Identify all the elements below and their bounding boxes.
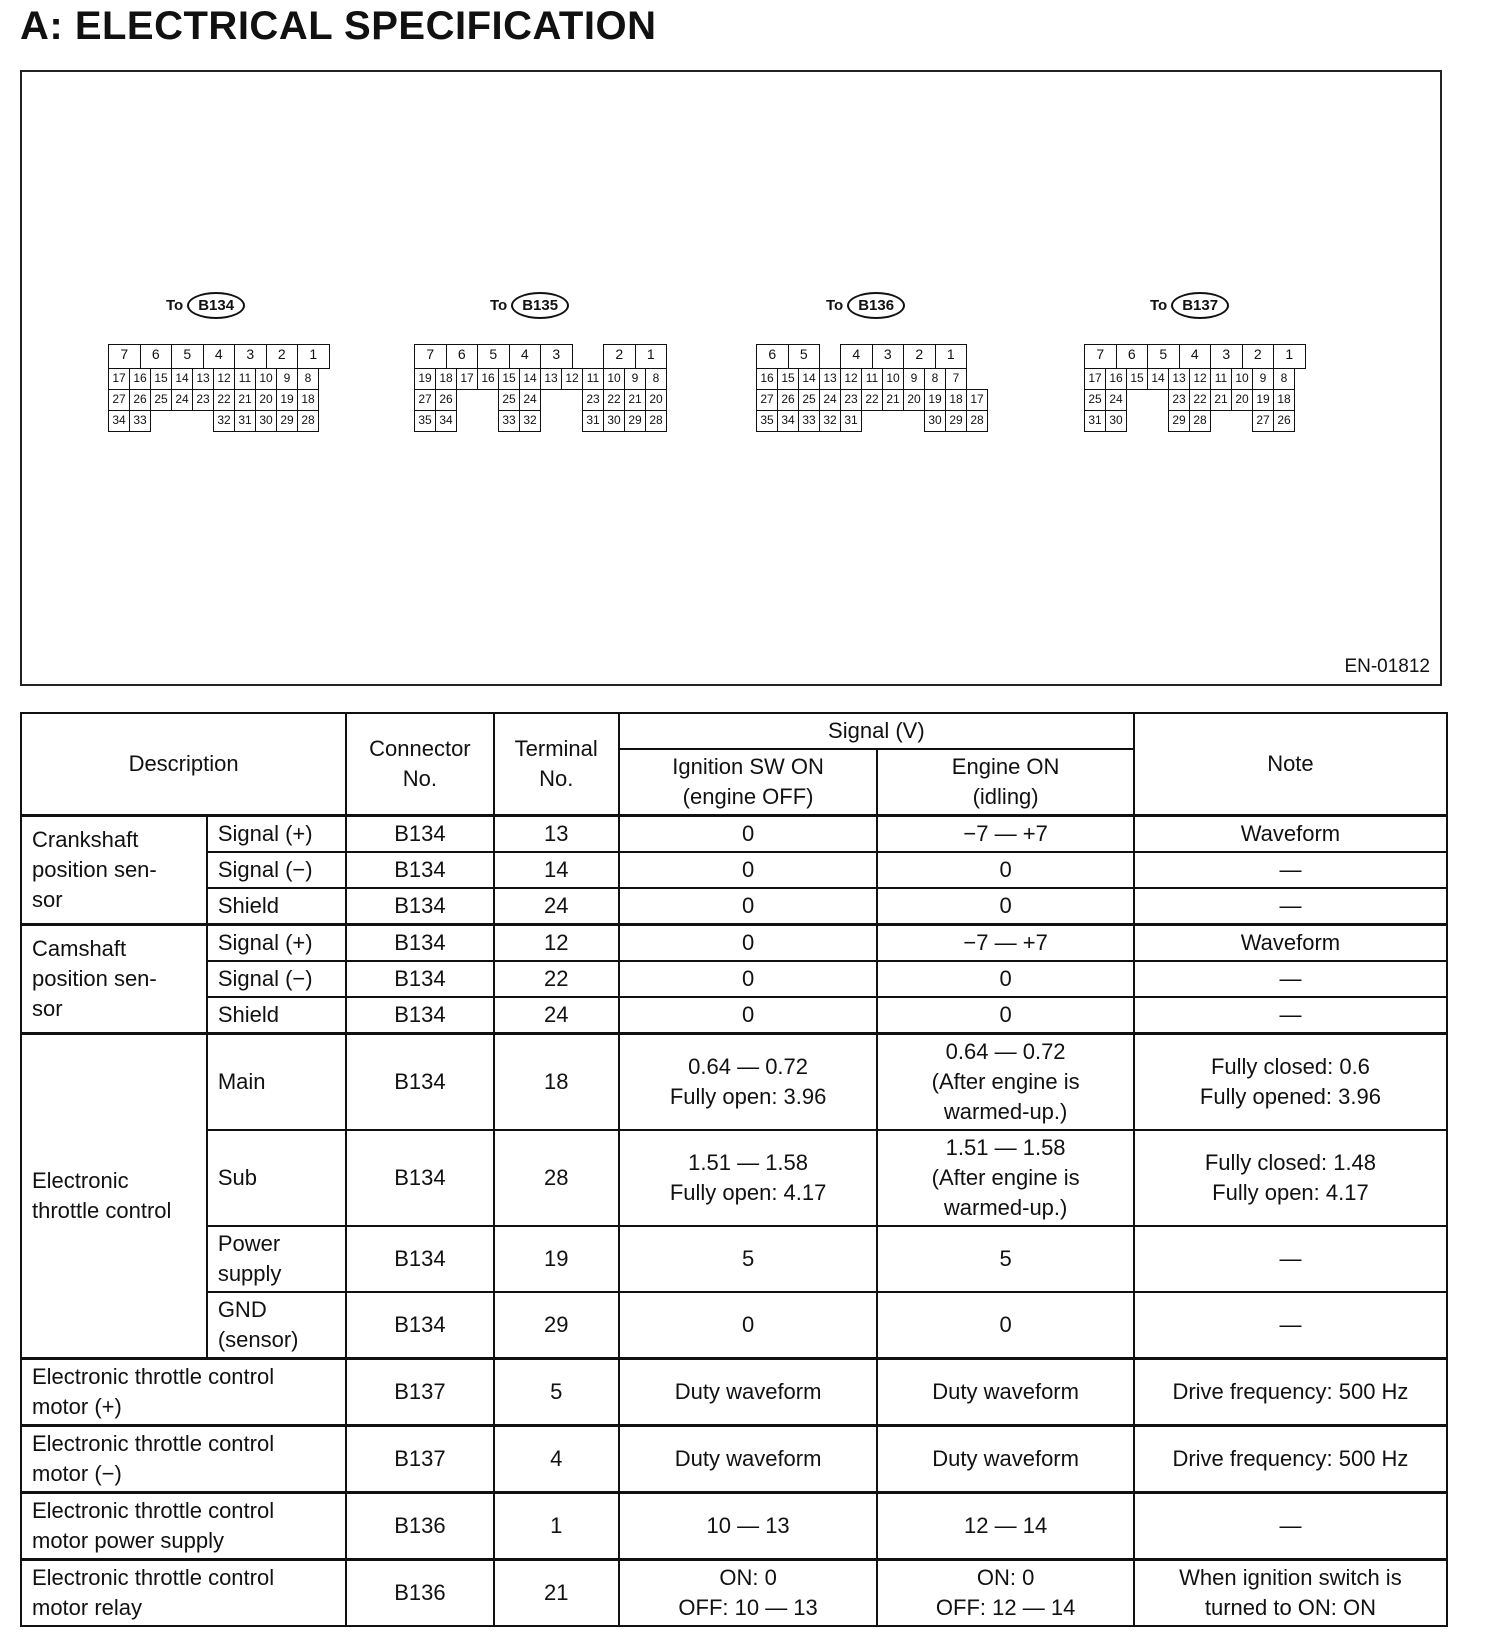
sub-description: Signal (−) bbox=[207, 961, 346, 997]
header-connector: Connector No. bbox=[346, 713, 493, 816]
terminal-cell: 4 bbox=[509, 344, 542, 369]
table-row bbox=[21, 888, 1447, 925]
sub-description: Signal (+) bbox=[207, 925, 346, 962]
to-text: To bbox=[1150, 297, 1168, 314]
terminal-cell: 12 bbox=[1189, 368, 1211, 390]
note: — bbox=[1134, 1493, 1447, 1560]
terminal-no: 14 bbox=[494, 852, 619, 888]
terminal-cell: 29 bbox=[624, 410, 646, 432]
terminal-cell: 10 bbox=[603, 368, 625, 390]
terminal-cell: 26 bbox=[1273, 410, 1295, 432]
terminal-cell: 31 bbox=[1084, 410, 1106, 432]
terminal-no: 29 bbox=[494, 1292, 619, 1359]
terminal-no: 22 bbox=[494, 961, 619, 997]
table-row bbox=[21, 1426, 1447, 1493]
terminal-cell: 25 bbox=[498, 389, 520, 411]
terminal-cell: 13 bbox=[192, 368, 214, 390]
terminal-cell: 13 bbox=[540, 368, 562, 390]
terminal-cell: 19 bbox=[924, 389, 946, 411]
signal-ignition-on: 0 bbox=[619, 1292, 878, 1359]
terminal-cell: 6 bbox=[446, 344, 479, 369]
terminal-cell: 24 bbox=[519, 389, 541, 411]
terminal-cell: 4 bbox=[203, 344, 236, 369]
terminal-cell: 20 bbox=[645, 389, 667, 411]
terminal-cell: 30 bbox=[1105, 410, 1127, 432]
to-text: To bbox=[490, 297, 508, 314]
terminal-no: 21 bbox=[494, 1560, 619, 1627]
signal-engine-on: 0 bbox=[877, 888, 1134, 925]
signal-ignition-on: Duty waveform bbox=[619, 1359, 878, 1426]
terminal-cell: 23 bbox=[582, 389, 604, 411]
terminal-cell: 22 bbox=[603, 389, 625, 411]
terminal-no: 4 bbox=[494, 1426, 619, 1493]
terminal-cell: 8 bbox=[1273, 368, 1295, 390]
signal-engine-on: −7 — +7 bbox=[877, 816, 1134, 853]
terminal-cell: 17 bbox=[1084, 368, 1106, 390]
connector-no: B134 bbox=[346, 888, 493, 925]
note: — bbox=[1134, 1226, 1447, 1292]
terminal-cell: 22 bbox=[213, 389, 235, 411]
terminal-cell: 32 bbox=[213, 410, 235, 432]
terminal-no: 24 bbox=[494, 997, 619, 1034]
note: When ignition switch is turned to ON: ON bbox=[1134, 1560, 1447, 1627]
terminal-cell: 11 bbox=[582, 368, 604, 390]
terminal-cell: 16 bbox=[129, 368, 151, 390]
terminal-cell: 30 bbox=[924, 410, 946, 432]
table-row bbox=[21, 852, 1447, 888]
terminal-cell: 34 bbox=[777, 410, 799, 432]
terminal-cell: 8 bbox=[645, 368, 667, 390]
terminal-cell: 19 bbox=[414, 368, 436, 390]
terminal-cell: 6 bbox=[756, 344, 789, 369]
connector-no: B134 bbox=[346, 1292, 493, 1359]
terminal-cell: 7 bbox=[945, 368, 967, 390]
terminal-cell: 14 bbox=[1147, 368, 1169, 390]
terminal-cell: 10 bbox=[255, 368, 277, 390]
signal-ignition-on: ON: 0 OFF: 10 — 13 bbox=[619, 1560, 878, 1627]
connector-label bbox=[490, 292, 569, 319]
terminal-cell: 9 bbox=[1252, 368, 1274, 390]
table-row bbox=[21, 925, 1447, 962]
terminal-cell: 27 bbox=[1252, 410, 1274, 432]
terminal-cell: 15 bbox=[1126, 368, 1148, 390]
terminal-cell: 33 bbox=[798, 410, 820, 432]
note: — bbox=[1134, 961, 1447, 997]
to-text: To bbox=[166, 297, 184, 314]
note: Drive frequency: 500 Hz bbox=[1134, 1426, 1447, 1493]
electrical-spec-table bbox=[20, 712, 1448, 1627]
header-ignition: Ignition SW ON (engine OFF) bbox=[619, 749, 878, 816]
table-row bbox=[21, 961, 1447, 997]
terminal-cell: 2 bbox=[266, 344, 299, 369]
terminal-cell: 24 bbox=[1105, 389, 1127, 411]
sub-description: Shield bbox=[207, 997, 346, 1034]
terminal-cell: 11 bbox=[861, 368, 883, 390]
note: Fully closed: 0.6 Fully opened: 3.96 bbox=[1134, 1034, 1447, 1131]
terminal-cell: 26 bbox=[129, 389, 151, 411]
terminal-cell: 21 bbox=[882, 389, 904, 411]
description: Electronic throttle control motor (+) bbox=[21, 1359, 346, 1426]
table-row bbox=[21, 1292, 1447, 1359]
terminal-cell: 26 bbox=[435, 389, 457, 411]
terminal-cell: 3 bbox=[872, 344, 905, 369]
terminal-cell: 9 bbox=[624, 368, 646, 390]
terminal-cell: 6 bbox=[140, 344, 173, 369]
signal-engine-on: 0 bbox=[877, 1292, 1134, 1359]
terminal-cell: 31 bbox=[840, 410, 862, 432]
connector-no: B137 bbox=[346, 1359, 493, 1426]
terminal-cell: 22 bbox=[861, 389, 883, 411]
signal-engine-on: 0.64 — 0.72 (After engine is warmed-up.) bbox=[877, 1034, 1134, 1131]
terminal-cell: 15 bbox=[777, 368, 799, 390]
signal-ignition-on: 0 bbox=[619, 888, 878, 925]
terminal-cell: 7 bbox=[414, 344, 447, 369]
terminal-no: 28 bbox=[494, 1130, 619, 1226]
signal-engine-on: 0 bbox=[877, 961, 1134, 997]
terminal-cell: 30 bbox=[603, 410, 625, 432]
sub-description: Main bbox=[207, 1034, 346, 1131]
header-terminal: Terminal No. bbox=[494, 713, 619, 816]
terminal-cell: 24 bbox=[819, 389, 841, 411]
signal-ignition-on: 1.51 — 1.58 Fully open: 4.17 bbox=[619, 1130, 878, 1226]
signal-ignition-on: 0.64 — 0.72 Fully open: 3.96 bbox=[619, 1034, 878, 1131]
terminal-cell: 3 bbox=[234, 344, 267, 369]
terminal-cell: 23 bbox=[192, 389, 214, 411]
terminal-cell: 5 bbox=[788, 344, 821, 369]
terminal-cell: 22 bbox=[1189, 389, 1211, 411]
signal-ignition-on: Duty waveform bbox=[619, 1426, 878, 1493]
terminal-no: 13 bbox=[494, 816, 619, 853]
terminal-no: 1 bbox=[494, 1493, 619, 1560]
terminal-cell: 34 bbox=[435, 410, 457, 432]
terminal-cell: 34 bbox=[108, 410, 130, 432]
connector-id-oval: B135 bbox=[511, 292, 569, 319]
connector-label bbox=[826, 292, 905, 319]
terminal-cell: 28 bbox=[1189, 410, 1211, 432]
signal-engine-on: 5 bbox=[877, 1226, 1134, 1292]
terminal-cell: 18 bbox=[1273, 389, 1295, 411]
terminal-cell: 2 bbox=[603, 344, 636, 369]
header-description: Description bbox=[21, 713, 346, 816]
terminal-cell: 27 bbox=[108, 389, 130, 411]
signal-engine-on: 12 — 14 bbox=[877, 1493, 1134, 1560]
terminal-cell: 15 bbox=[498, 368, 520, 390]
signal-ignition-on: 0 bbox=[619, 816, 878, 853]
terminal-cell: 29 bbox=[945, 410, 967, 432]
signal-engine-on: ON: 0 OFF: 12 — 14 bbox=[877, 1560, 1134, 1627]
terminal-cell: 14 bbox=[798, 368, 820, 390]
terminal-cell: 27 bbox=[756, 389, 778, 411]
terminal-cell: 14 bbox=[171, 368, 193, 390]
terminal-cell: 28 bbox=[645, 410, 667, 432]
terminal-cell: 30 bbox=[255, 410, 277, 432]
group-description: Electronic throttle control bbox=[21, 1034, 207, 1359]
connector-no: B134 bbox=[346, 961, 493, 997]
terminal-cell: 5 bbox=[171, 344, 204, 369]
terminal-cell: 9 bbox=[276, 368, 298, 390]
terminal-cell: 3 bbox=[540, 344, 573, 369]
table-row bbox=[21, 1560, 1447, 1627]
group-description: Camshaft position sen- sor bbox=[21, 925, 207, 1034]
sub-description: Signal (−) bbox=[207, 852, 346, 888]
terminal-cell: 35 bbox=[756, 410, 778, 432]
terminal-cell: 1 bbox=[935, 344, 968, 369]
header-engine: Engine ON (idling) bbox=[877, 749, 1134, 816]
terminal-cell: 32 bbox=[519, 410, 541, 432]
terminal-no: 5 bbox=[494, 1359, 619, 1426]
connector-label bbox=[1150, 292, 1229, 319]
terminal-cell: 13 bbox=[1168, 368, 1190, 390]
terminal-cell: 18 bbox=[297, 389, 319, 411]
sub-description: Signal (+) bbox=[207, 816, 346, 853]
terminal-cell: 4 bbox=[840, 344, 873, 369]
terminal-cell: 25 bbox=[150, 389, 172, 411]
header-signal: Signal (V) bbox=[619, 713, 1134, 749]
group-description: Crankshaft position sen- sor bbox=[21, 816, 207, 925]
table-row bbox=[21, 816, 1447, 853]
note: — bbox=[1134, 1292, 1447, 1359]
description: Electronic throttle control motor power supply bbox=[21, 1493, 346, 1560]
terminal-cell: 21 bbox=[1210, 389, 1232, 411]
terminal-cell: 18 bbox=[945, 389, 967, 411]
terminal-cell: 14 bbox=[519, 368, 541, 390]
sub-description: Sub bbox=[207, 1130, 346, 1226]
terminal-cell: 2 bbox=[903, 344, 936, 369]
terminal-cell: 20 bbox=[1231, 389, 1253, 411]
terminal-cell: 10 bbox=[1231, 368, 1253, 390]
note: — bbox=[1134, 997, 1447, 1034]
note: — bbox=[1134, 888, 1447, 925]
terminal-no: 18 bbox=[494, 1034, 619, 1131]
table-row bbox=[21, 1359, 1447, 1426]
connector-no: B137 bbox=[346, 1426, 493, 1493]
connector-no: B134 bbox=[346, 997, 493, 1034]
terminal-cell: 31 bbox=[234, 410, 256, 432]
signal-ignition-on: 5 bbox=[619, 1226, 878, 1292]
sub-description: GND (sensor) bbox=[207, 1292, 346, 1359]
table-row bbox=[21, 997, 1447, 1034]
terminal-cell: 11 bbox=[1210, 368, 1232, 390]
terminal-cell: 12 bbox=[213, 368, 235, 390]
signal-ignition-on: 0 bbox=[619, 852, 878, 888]
terminal-cell: 16 bbox=[756, 368, 778, 390]
terminal-cell: 12 bbox=[561, 368, 583, 390]
terminal-cell: 12 bbox=[840, 368, 862, 390]
terminal-cell: 2 bbox=[1242, 344, 1275, 369]
terminal-cell: 17 bbox=[966, 389, 988, 411]
terminal-cell: 28 bbox=[297, 410, 319, 432]
terminal-cell: 13 bbox=[819, 368, 841, 390]
terminal-cell: 24 bbox=[171, 389, 193, 411]
signal-ignition-on: 0 bbox=[619, 961, 878, 997]
terminal-cell: 9 bbox=[903, 368, 925, 390]
terminal-cell: 3 bbox=[1210, 344, 1243, 369]
table-row bbox=[21, 1130, 1447, 1226]
signal-ignition-on: 10 — 13 bbox=[619, 1493, 878, 1560]
connector-id-oval: B136 bbox=[847, 292, 905, 319]
to-text: To bbox=[826, 297, 844, 314]
connector-no: B134 bbox=[346, 1226, 493, 1292]
terminal-cell: 4 bbox=[1179, 344, 1212, 369]
terminal-cell: 5 bbox=[1147, 344, 1180, 369]
table-row bbox=[21, 1034, 1447, 1131]
signal-engine-on: 1.51 — 1.58 (After engine is warmed-up.) bbox=[877, 1130, 1134, 1226]
terminal-cell: 28 bbox=[966, 410, 988, 432]
note: Drive frequency: 500 Hz bbox=[1134, 1359, 1447, 1426]
signal-engine-on: 0 bbox=[877, 997, 1134, 1034]
signal-engine-on: Duty waveform bbox=[877, 1426, 1134, 1493]
note: — bbox=[1134, 852, 1447, 888]
connector-no: B136 bbox=[346, 1560, 493, 1627]
terminal-cell: 1 bbox=[635, 344, 668, 369]
terminal-cell: 16 bbox=[1105, 368, 1127, 390]
terminal-cell: 7 bbox=[1084, 344, 1117, 369]
terminal-cell: 31 bbox=[582, 410, 604, 432]
terminal-no: 19 bbox=[494, 1226, 619, 1292]
sub-description: Shield bbox=[207, 888, 346, 925]
table-row bbox=[21, 1493, 1447, 1560]
note: Fully closed: 1.48 Fully open: 4.17 bbox=[1134, 1130, 1447, 1226]
signal-engine-on: Duty waveform bbox=[877, 1359, 1134, 1426]
signal-ignition-on: 0 bbox=[619, 925, 878, 962]
terminal-cell: 32 bbox=[819, 410, 841, 432]
connector-no: B134 bbox=[346, 1034, 493, 1131]
page-title: A: ELECTRICAL SPECIFICATION bbox=[20, 4, 657, 48]
terminal-cell: 19 bbox=[1252, 389, 1274, 411]
terminal-cell: 10 bbox=[882, 368, 904, 390]
terminal-cell: 25 bbox=[798, 389, 820, 411]
terminal-cell: 11 bbox=[234, 368, 256, 390]
connector-figure bbox=[20, 70, 1442, 686]
connector-no: B136 bbox=[346, 1493, 493, 1560]
note: Waveform bbox=[1134, 925, 1447, 962]
signal-ignition-on: 0 bbox=[619, 997, 878, 1034]
description: Electronic throttle control motor relay bbox=[21, 1560, 346, 1627]
terminal-cell: 29 bbox=[276, 410, 298, 432]
terminal-cell: 20 bbox=[255, 389, 277, 411]
signal-engine-on: −7 — +7 bbox=[877, 925, 1134, 962]
terminal-cell: 23 bbox=[840, 389, 862, 411]
connector-no: B134 bbox=[346, 1130, 493, 1226]
note: Waveform bbox=[1134, 816, 1447, 853]
terminal-cell: 23 bbox=[1168, 389, 1190, 411]
terminal-cell: 35 bbox=[414, 410, 436, 432]
sub-description: Power supply bbox=[207, 1226, 346, 1292]
terminal-cell: 8 bbox=[924, 368, 946, 390]
terminal-cell: 17 bbox=[108, 368, 130, 390]
connector-no: B134 bbox=[346, 925, 493, 962]
connector-id-oval: B134 bbox=[187, 292, 245, 319]
terminal-cell: 8 bbox=[297, 368, 319, 390]
terminal-cell: 26 bbox=[777, 389, 799, 411]
terminal-cell: 1 bbox=[1273, 344, 1306, 369]
terminal-cell: 27 bbox=[414, 389, 436, 411]
terminal-cell: 1 bbox=[297, 344, 330, 369]
terminal-cell: 29 bbox=[1168, 410, 1190, 432]
terminal-cell: 16 bbox=[477, 368, 499, 390]
terminal-cell: 20 bbox=[903, 389, 925, 411]
signal-engine-on: 0 bbox=[877, 852, 1134, 888]
terminal-cell: 17 bbox=[456, 368, 478, 390]
header-note: Note bbox=[1134, 713, 1447, 816]
terminal-cell: 19 bbox=[276, 389, 298, 411]
terminal-cell: 33 bbox=[129, 410, 151, 432]
connector-no: B134 bbox=[346, 816, 493, 853]
connector-id-oval: B137 bbox=[1171, 292, 1229, 319]
connector-no: B134 bbox=[346, 852, 493, 888]
figure-id: EN-01812 bbox=[1344, 656, 1430, 677]
terminal-cell: 18 bbox=[435, 368, 457, 390]
connector-label bbox=[166, 292, 245, 319]
table-row bbox=[21, 1226, 1447, 1292]
terminal-no: 24 bbox=[494, 888, 619, 925]
terminal-cell: 21 bbox=[234, 389, 256, 411]
terminal-cell: 15 bbox=[150, 368, 172, 390]
terminal-no: 12 bbox=[494, 925, 619, 962]
terminal-cell: 7 bbox=[108, 344, 141, 369]
terminal-cell: 25 bbox=[1084, 389, 1106, 411]
terminal-cell: 33 bbox=[498, 410, 520, 432]
terminal-cell: 5 bbox=[477, 344, 510, 369]
description: Electronic throttle control motor (−) bbox=[21, 1426, 346, 1493]
terminal-cell: 21 bbox=[624, 389, 646, 411]
terminal-cell: 6 bbox=[1116, 344, 1149, 369]
